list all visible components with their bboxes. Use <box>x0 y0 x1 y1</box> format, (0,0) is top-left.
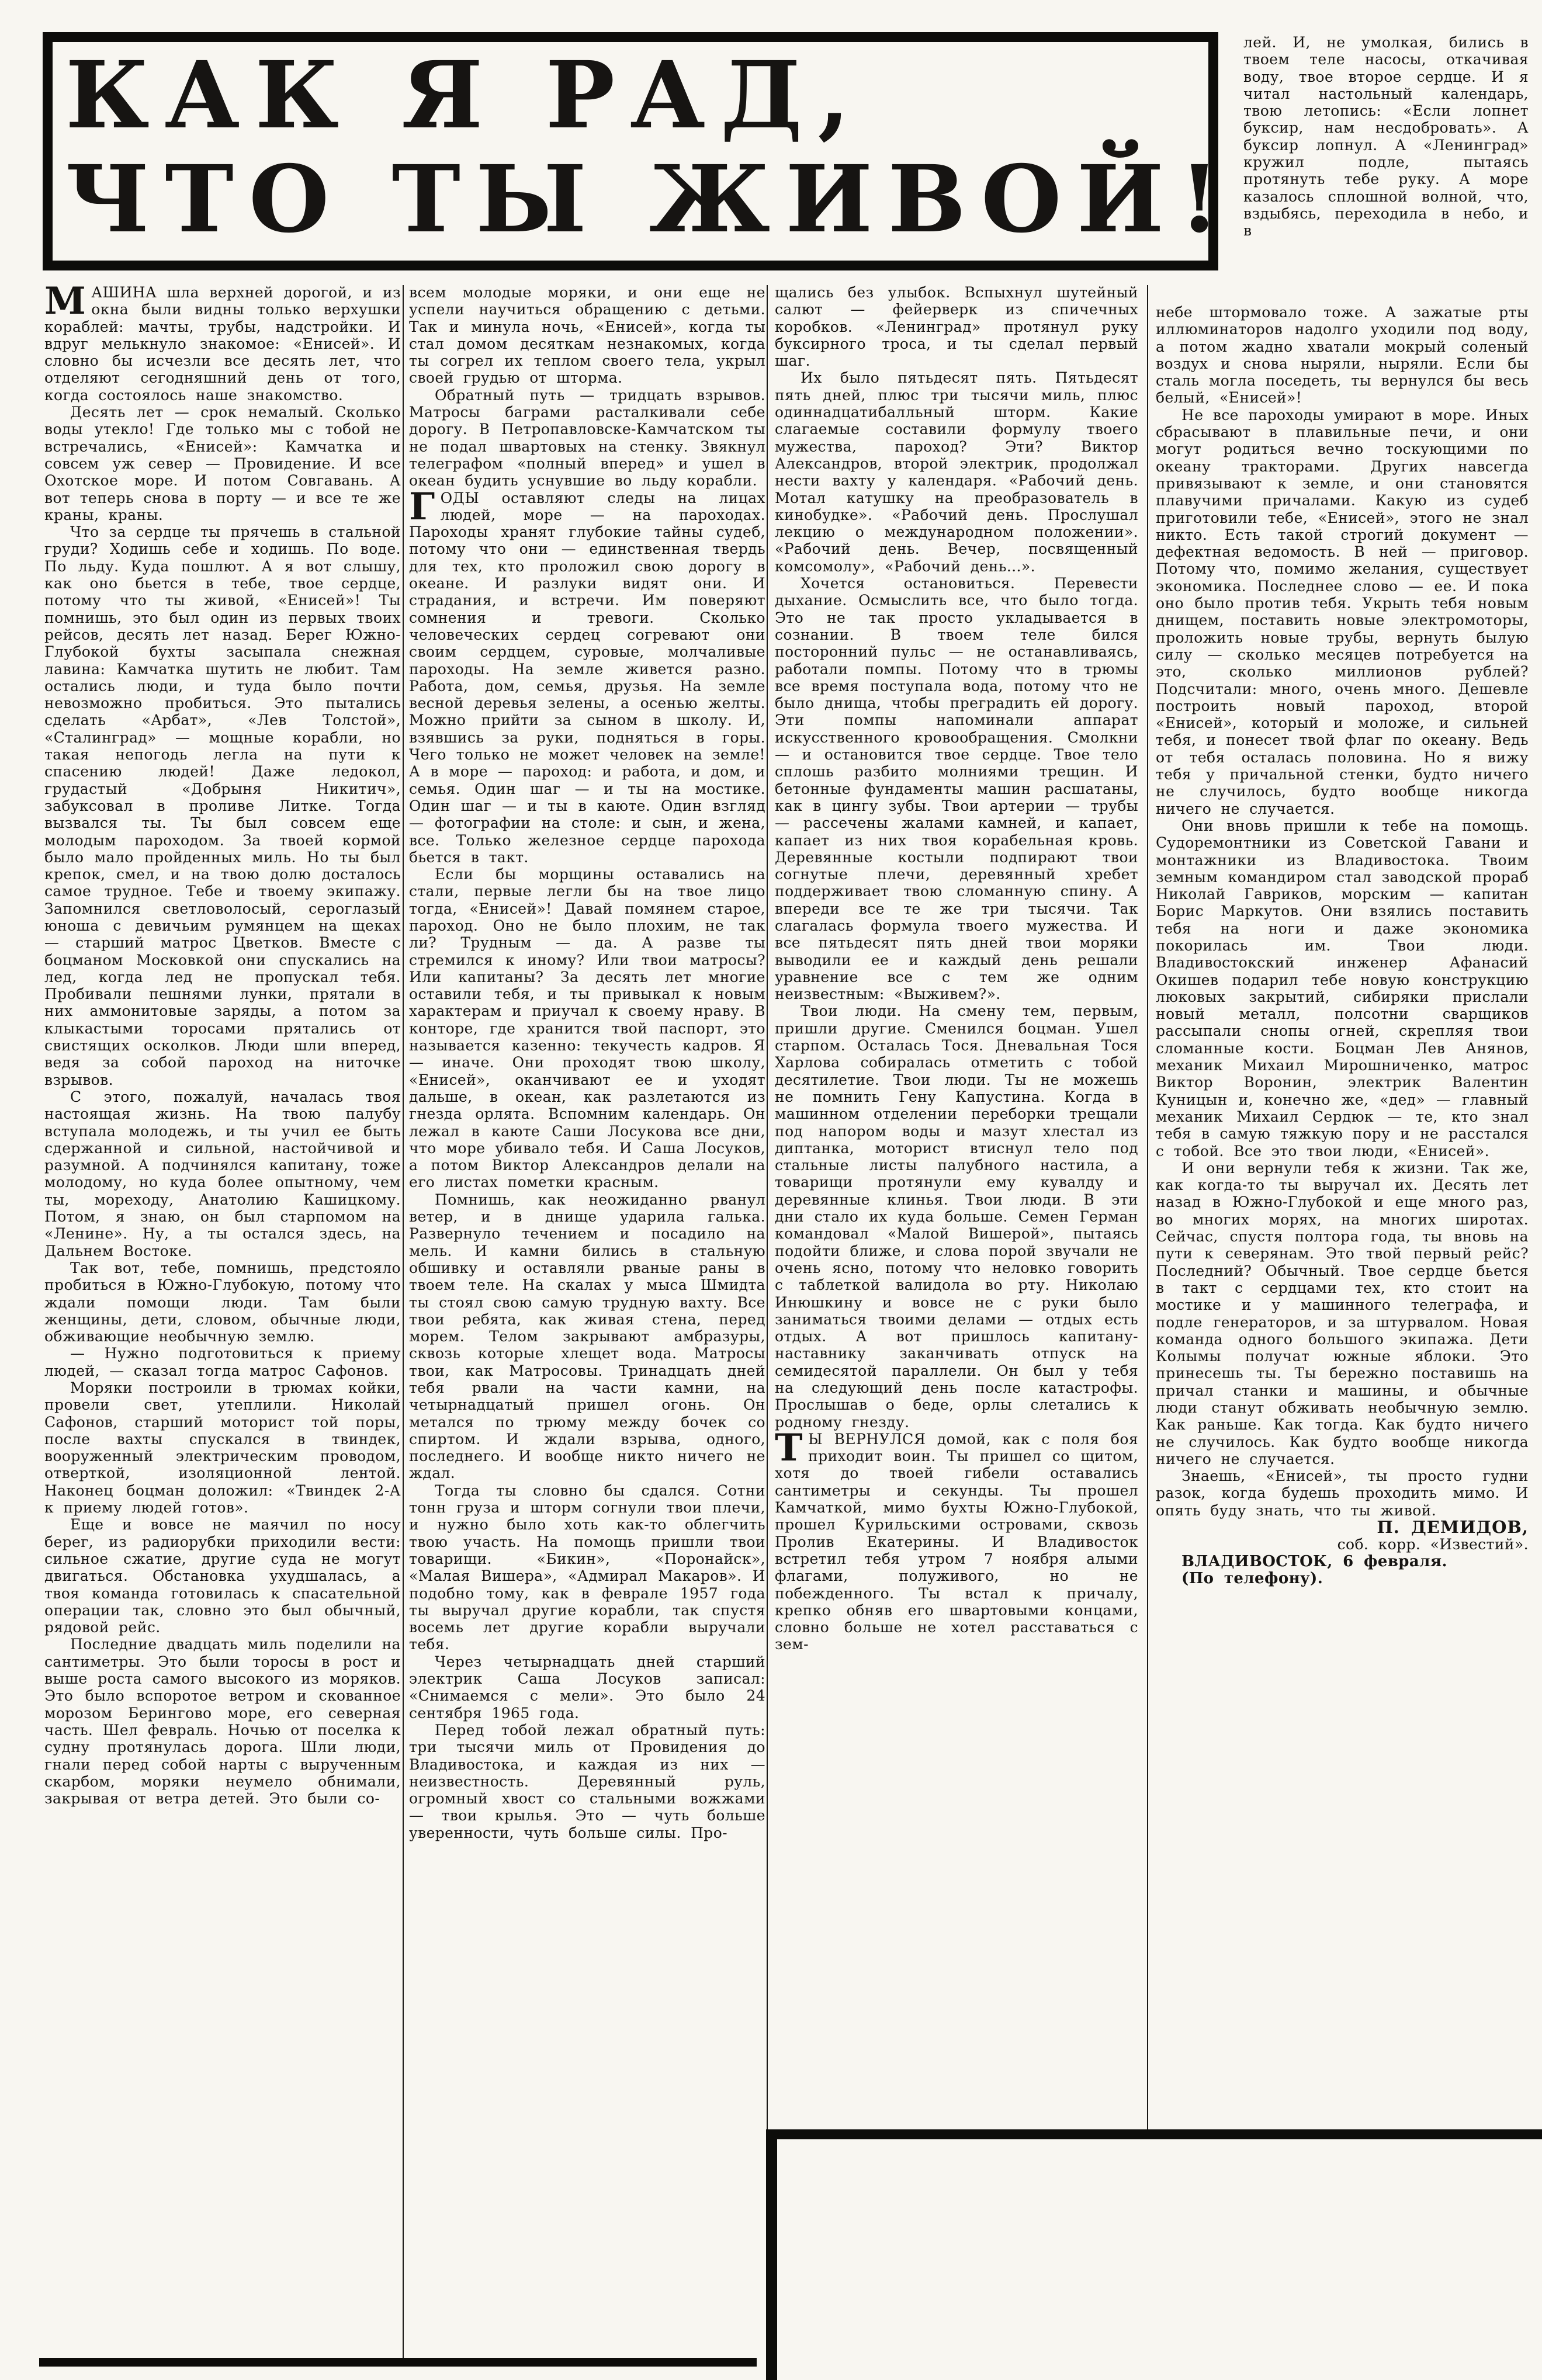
column-divider-1 <box>403 285 404 2358</box>
column-4 <box>1156 304 1529 2121</box>
article-paragraph: Еще и вовсе не маячил по носу берег, из радиорубки приходили вести: сильное сжатие, другие суда не могут двигаться. Обстановка ухудшалась, а твоя команда готовилась к спасательной операции так, словно это был обычный, рядовой рейс. <box>44 1516 401 1636</box>
article-paragraph: щались без улыбок. Вспыхнул шутейный салют — фейерверк из спичечных коробков. «Ленинград» протянул руку буксирного троса, и ты сделал первый шаг. <box>775 284 1138 370</box>
article-paragraph: МАШИНА шла верхней дорогой, и из окна были видны только верхушки кораблей: мачты, трубы, надстройки. И вдруг мелькнуло знакомое: «Енисей». И словно бы исчезли все десять лет, что отделяют сегодняшний день от того, когда состоялось наше знакомство. <box>44 284 401 404</box>
article-paragraph: — Нужно подготовиться к приему людей, — сказал тогда матрос Сафонов. <box>44 1345 401 1379</box>
article-paragraph: Они вновь пришли к тебе на помощь. Судоремонтники из Советской Гавани и монтажники из Владивостока. Твоим земным командиром стал заводской прораб Николай Гавриков, морским — капитан Борис Маркутов. Они взялись поставить тебя на ноги и даже экономика покорилась им. Твои люди. Владивостокский инженер Афанасий Окишев подарил тебе новую конструкцию люковых закрытий, сибиряки прислали новый металл, полсотни сварщиков рассыпали снопы огней, скрепляя твои сломанные кости. Боцман Лев Анянов, механик Михаил Мирошниченко, матрос Виктор Воронин, электрик Валентин Куницын и, конечно же, «дед» — главный механик Михаил Сердюк — те, кто знал тебя в самую тяжкую пору и не расстался с тобой. Все это твои люди, «Енисей». <box>1156 817 1529 1160</box>
article-paragraph: Что за сердце ты прячешь в стальной груди? Ходишь себе и ходишь. По воде. По льду. Куда пошлют. А я вот слышу, как оно бьется в тебе, твое сердце, потому что ты живой, «Енисей»! Ты помнишь, это был один из первых твоих рейсов, десять лет назад. Берег Южно-Глубокой бухты засыпала снежная лавина: Камчатка шутить не любит. Там остались люди, и туда было почти невозможно пробиться. Это пытались сделать «Арбат», «Лев Толстой», «Сталинград» — мощные корабли, но такая непогодь легла на пути к спасению людей! Даже ледокол, грудастый «Добрыня Никитич», забуксовал в проливе Литке. Тогда вызвался ты. Ты был совсем еще молодым пароходом. За твоей кормой было мало пройденных миль. Но ты был крепок, смел, и на твою долю досталось самое трудное. Тебе и твоему экипажу. Запомнился светловолосый, сероглазый юноша с девичьим румянцем на щеках — старший матрос Цветков. Вместе с боцманом Московкой они спускались на лед, когда лед не пропускал тебя. Пробивали пешнями лунки, прятали в них аммонитовые заряды, а потом за клыкастыми торосами прятались от свистящих осколков. Люди шли вперед, ведя за собой пароход на ниточке взрывов. <box>44 523 401 1088</box>
article-paragraph: Хочется остановиться. Перевести дыхание. Осмыслить все, что было тогда. Это не так просто укладывается в сознании. В твоем теле бился посторонний пульс — не останавливаясь, работали помпы. Потому что в трюмы все время поступала вода, потому что не было днища, чтобы преградить ей дорогу. Эти помпы напоминали аппарат искусственного кровообращения. Смолкни — и остановится твое сердце. Твое тело сплошь разбито молниями трещин. И бетонные фундаменты машин расшатаны, как в цингу зубы. Твои артерии — трубы — рассечены жалами камней, и капает, капает из них твоя корабельная кровь. Деревянные костыли подпирают твои согнутые плечи, деревянный хребет поддерживает твою сломанную спину. А впереди все те же три тысячи. Так слагалась формула твоего мужества. И все пятьдесят пять дней твои моряки выводили ее и каждый день решали уравнение все с тем же одним неизвестным: «Выживем?». <box>775 575 1138 1003</box>
article-paragraph: Тогда ты словно бы сдался. Сотни тонн груза и шторм согнули твои плечи, и нужно было хоть как-то облегчить твою участь. На помощь пришли твои товарищи. «Бикин», «Поронайск», «Малая Вишера», «Адмирал Макаров». И подобно тому, как в феврале 1957 года ты выручал другие корабли, так спустя восемь лет другие корабли выручали тебя. <box>409 1482 765 1653</box>
article-paragraph: Обратный путь — тридцать взрывов. Матросы баграми расталкивали себе дорогу. В Петропавловске-Камчатском ты не подал швартовых на стенку. Звякнул телеграфом «полный вперед» и ушел в океан будить уснувшие во льду корабли. <box>409 386 765 490</box>
article-paragraph: Моряки построили в трюмах койки, провели свет, утеплили. Николай Сафонов, старший моторист той поры, после вахты спускался в твиндек, вооруженный электрическим проводом, отверткой, изоляционной лентой. Наконец боцман доложил: «Твиндек 2-А к приему людей готов». <box>44 1379 401 1517</box>
article-paragraph: всем молодые моряки, и они еще не успели научиться обращению с детьми. Так и минула ночь, «Енисей», когда ты стал домом десяткам незнакомых, когда ты согрел их теплом своего тела, укрыл своей грудью от шторма. <box>409 284 765 387</box>
article-paragraph: Не все пароходы умирают в море. Иных сбрасывают в плавильные печи, и они могут родиться вечно тоскующими по океану тракторами. Других навсегда привязывают к земле, и они становятся плавучими причалами. Какую из судеб приготовили тебе, «Енисей», этого не знал никто. Есть такой строгий документ — дефектная ведомость. В ней — приговор. Потому что, помимо желания, существует экономика. Последнее слово — ее. И пока оно было против тебя. Укрыть тебя новым днищем, поставить новые электромоторы, проложить новые трубы, вернуть былую силу — сколько месяцев потребуется на это, сколько миллионов рублей? Подсчитали: много, очень много. Дешевле построить новый пароход, второй «Енисей», который и моложе, и сильней тебя, и понесет твой флаг по океану. Ведь от тебя осталась половина. Но я вижу тебя у причальной стенки, будто ничего не случилось, будто вообще никогда ничего не случается. <box>1156 406 1529 817</box>
headline-box <box>43 32 1235 270</box>
article-paragraph: небе штормовало тоже. А зажатые рты иллюминаторов надолго уходили под воду, а потом жадно хватали мокрый соленый воздух и снова ныряли, ныряли. Если бы сталь могла поседеть, ты вернулся бы весь белый, «Енисей»! <box>1156 304 1529 407</box>
article-paragraph: Твои люди. На смену тем, первым, пришли другие. Сменился боцман. Ушел старпом. Осталась Тося. Дневальная Тося Харлова собиралась отметить с тобой десятилетие. Твои люди. Ты не можешь не помнить Гену Капустина. Когда в машинном отделении переборки трещали под напором воды и мазут хлестал из диптанка, моторист втиснул тело под стальные листы палубного настила, а товарищи протянули ему кувалду и деревянные клинья. Твои люди. В эти дни стало их куда больше. Семен Герман командовал «Малой Вишерой», пытаясь подойти ближе, и слова порой звучали не очень ясно, потому что неловко говорить с таблеткой валидола во рту. Николаю Инюшкину и вовсе не с руки было заниматься твоими делами — отдых есть отдых. А вот пришлось капитану-наставнику заканчивать отпуск на семидесятой параллели. Он был у тебя на следующий день после катастрофы. Прослышав о беде, орлы слетались к родному гнезду. <box>775 1002 1138 1431</box>
signature-author: П. ДЕМИДОВ, <box>1377 1517 1529 1538</box>
bottom-rule <box>39 2358 757 2367</box>
column-divider-3 <box>1147 285 1148 2129</box>
article-paragraph: Так вот, тебе, помнишь, предстояло пробиться в Южно-Глубокую, потому что ждали помощи люди. Там были женщины, дети, словом, обычные люди, обживающие необычную землю. <box>44 1259 401 1345</box>
signature-via: (По телефону). <box>1181 1569 1323 1587</box>
column-4-top-narrow <box>1243 34 1529 304</box>
article-paragraph: И они вернули тебя к жизни. Так же, как когда-то ты выручал их. Десять лет назад в Южно-Глубокой и еще много раз, во многих морях, на многих широтах. Сейчас, спустя полтора года, ты вновь на пути к северянам. Это твой первый рейс? Последний? Обычный. Твое сердце бьется в такт с сердцами тех, кто стоит на мостике и у машинного телеграфа, и подле генераторов, и за штурвалом. Новая команда одного большого экипажа. Дети Колымы получат южные яблоки. Это принесешь ты. Ты бережно поставишь на причал станки и машины, и обычные люди станут обживать необычную землю. Как раньше. Как тогда. Как будто ничего не случилось. Как будто вообще никогда ничего не случается. <box>1156 1159 1529 1467</box>
dropcap-letter: Г <box>409 484 435 529</box>
article-paragraph: Знаешь, «Енисей», ты просто гудни разок, когда будешь проходить мимо. И опять буду знать, что ты живой. <box>1156 1467 1529 1519</box>
signature-role: соб. корр. «Известий». <box>1337 1536 1529 1553</box>
article-paragraph: Если бы морщины оставались на стали, первые легли бы на твое лицо тогда, «Енисей»! Давай помянем старое, пароход. Оно не было плохим, не так ли? Трудным — да. А разве ты стремился к иному? Или твои матросы? Или капитаны? За десять лет многие оставили тебя, и ты привыкал к новым характерам и приучал к своему нраву. В конторе, где хранится твой паспорт, это называется казенно: текучесть кадров. Я — иначе. Они проходят твою школу, «Енисей», оканчивают ее и уходят дальше, в океан, как разлетаются из гнезда орлята. Вспомним календарь. Он лежал в каюте Саши Лосукова все дни, что море убивало тебя. И Саша Лосуков, а потом Виктор Александров делали на его листах пометки красным. <box>409 866 765 1191</box>
column-3 <box>775 284 1138 2121</box>
article-paragraph: С этого, пожалуй, началась твоя настоящая жизнь. На твою палубу вступала молодежь, и ты учил ее быть сдержанной и сильной, настойчивой и разумной. А подчинялся капитану, тоже молодому, но куда более опытному, чем ты, мореходу, Анатолию Кашицкому. Потом, я знаю, он был старпомом на «Ленине». Ну, а ты остался здесь, на Дальнем Востоке. <box>44 1088 401 1260</box>
column-divider-2 <box>767 285 768 2129</box>
column-1 <box>44 284 401 2338</box>
headline-line-2: ЧТО ТЫ ЖИВОЙ! <box>65 145 1235 254</box>
article-paragraph: Перед тобой лежал обратный путь: три тысячи миль от Провидения до Владивостока, и каждая из них — неизвестность. Деревянный руль, огромный хвост со стальными вожжами — твои крылья. Это — чуть больше уверенности, чуть больше силы. Про- <box>409 1721 765 1841</box>
article-paragraph: Их было пятьдесят пять. Пятьдесят пять дней, плюс три тысячи миль, плюс одиннадцатибалльный шторм. Какие слагаемые составили формулу твоего мужества, пароход? Эти? Виктор Александров, второй электрик, продолжал нести вахту у календаря. «Рабочий день. Мотал катушку на преобразователь в кинобудке». «Рабочий день. Прослушал лекцию о международном положении». «Рабочий день. Вечер, посвященный комсомолу», «Рабочий день...». <box>775 369 1138 575</box>
article-paragraph: Помнишь, как неожиданно рванул ветер, и в днище ударила галька. Развернуло течением и посадило на мель. И камни бились в стальную обшивку и оставляли рваные раны в твоем теле. На скалах у мыса Шмидта ты стоял свою самую трудную вахту. Все твои ребята, как живая стена, перед морем. Телом закрывают амбразуры, сквозь которые хлещет вода. Матросы твои, как Матросовы. Тринадцать дней тебя рвали на части камни, на четырнадцатый пришел огонь. Он метался по трюму между бочек со спиртом. И ждали взрыва, одного, последнего. И вообще никто ничего не ждал. <box>409 1191 765 1482</box>
headline-line-1: КАК Я РАД, <box>65 41 865 150</box>
dropcap-letter: М <box>44 284 86 323</box>
article-paragraph: Т Ы ВЕРНУЛСЯ домой, как с поля боя приходит воин. Ты пришел со щитом, хотя до твоей гибели оставались сантиметры и секунды. Ты прошел Камчаткой, мимо бухты Южно-Глубокой, прошел Курильскими островами, сквозь Пролив Екатерины. И Владивосток встретил тебя утром 7 ноября алыми флагами, полуживого, но не побежденного. Ты встал к причалу, крепко обняв его швартовыми концами, словно больше не хотел расставаться с зем- <box>775 1425 1138 1653</box>
column-2 <box>409 284 765 2338</box>
next-article-frame <box>766 2129 1542 2380</box>
article-paragraph: Последние двадцать миль поделили на сантиметры. Это были торосы в рост и выше роста самого высокого из моряков. Это было вспоротое ветром и скованное морозом Берингово море, его северная часть. Шел февраль. Ночью от поселка к судну протянулась дорога. Шли люди, гнали перед собой нарты с вырученным скарбом, моряки неумело обнимали, закрывая от ветра детей. Это были со- <box>44 1636 401 1807</box>
article-paragraph: ГОДЫ оставляют следы на лицах людей, море — на пароходах. Пароходы хранят глубокие тайны судеб, потому что они — единственная твердь для тех, кто проложил свою дорогу в океане. И разлуки видят они. И страдания, и встречи. Им поверяют сомнения и тревоги. Сколько человеческих сердец согревают они своим сердцем, суровые, молчаливые пароходы. На земле живется разно. Работа, дом, семья, друзья. На земле весной деревья зелены, а осенью желты. Можно прийти за сыном в школу. И, взявшись за руки, подняться в горы. Чего только не может человек на земле! А в море — пароход: и работа, и дом, и семья. Один шаг — и ты на мостике. Один шаг — и ты в каюте. Один взгляд — фотографии на столе: и сын, и жена, все. Только железное сердце парохода бьется в такт. <box>409 484 765 866</box>
article-paragraph: Через четырнадцать дней старший электрик Саша Лосуков записал: «Снимаемся с мели». Это было 24 сентября 1965 года. <box>409 1653 765 1722</box>
article-paragraph: лей. И, не умолкая, бились в твоем теле насосы, откачивая воду, твое второе сердце. И я читал настольный календарь, твою летопись: «Если лопнет буксир, нам несдобровать». А буксир лопнул. А «Ленинград» кружил подле, пытаясь протянуть тебе руку. А море казалось сплошной волной, что, вздыбясь, переходила в небо, и в <box>1243 34 1529 240</box>
signature-place: ВЛАДИВОСТОК, 6 февраля. <box>1181 1552 1447 1570</box>
article-paragraph: Десять лет — срок немалый. Сколько воды утекло! Где только мы с тобой не встречались, «Енисей»: Камчатка и совсем уж север — Провидение. И все Охотское море. И потом Совгавань. А вот теперь снова в порту — и все те же краны, краны. <box>44 404 401 523</box>
dropcap-letter: Т <box>775 1425 803 1470</box>
